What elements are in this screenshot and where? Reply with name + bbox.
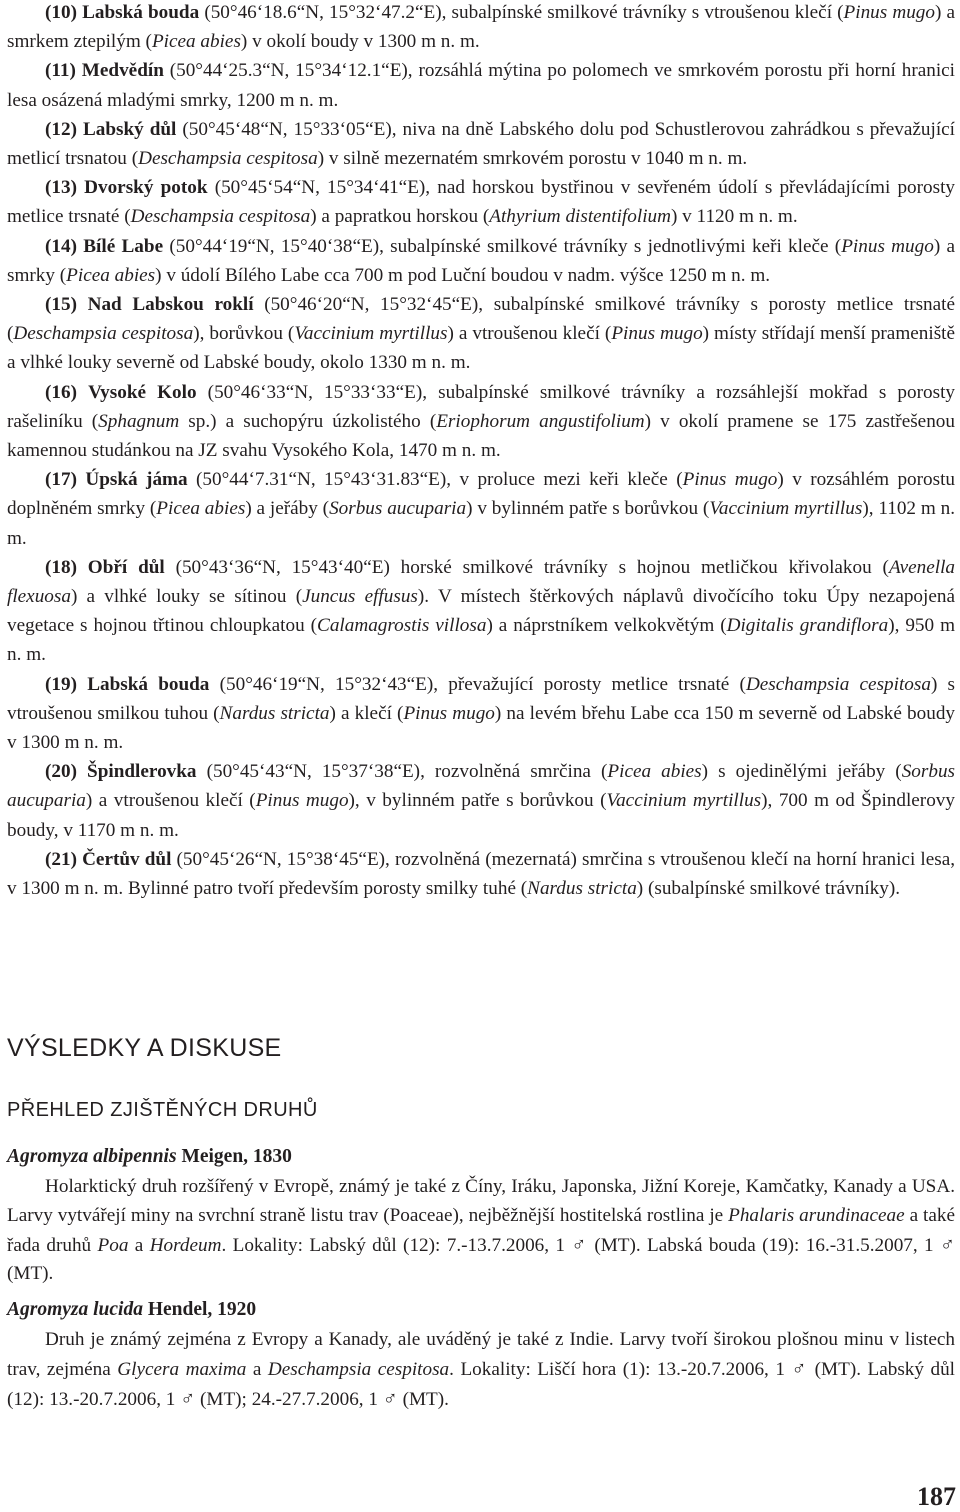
section-title: VÝSLEDKY A DISKUSE: [7, 1034, 282, 1062]
species-name: Sphagnum: [98, 410, 180, 432]
species-name: Juncus effusus: [302, 586, 418, 608]
locality-text: ) v okolí pramene se 175 zastřešenou kamennou studánkou na JZ svahu Vysokého Kola, 1470 m n. m.: [7, 410, 955, 462]
locality-text: ) s ojedinělými jeřáby (: [701, 761, 902, 783]
species-text: (MT).: [397, 1388, 449, 1410]
male-symbol-icon: ♂: [571, 1233, 588, 1256]
locality-number: (14): [45, 235, 77, 257]
species-name: Pinus mugo: [611, 323, 703, 345]
locality-text: (50°45‘43“N, 15°37‘38“E), rozvolněná smrčina (: [196, 761, 608, 783]
species-name: Sorbus aucuparia: [7, 761, 956, 812]
locality-text: ), 1102 m n. m.: [7, 498, 955, 549]
species-name: Deschampsia cespitosa: [745, 673, 931, 695]
species-text: a také řada druhů: [7, 1204, 955, 1256]
locality-name: Bílé Labe: [83, 235, 164, 257]
locality-name: Vysoké Kolo: [88, 381, 197, 403]
species-name: Glycera maxima: [117, 1358, 247, 1380]
species-text: Druh je známý zejména z Evropy a Kanady, ale uváděný je také z Indie. Larvy tvoří širokou plošnou minu v listech trav, zejména: [7, 1329, 955, 1380]
locality-text: ) (subalpínské smilkové trávníky).: [636, 878, 901, 900]
locality-18: [7, 553, 955, 670]
species-name: Phalaris arundinaceae: [728, 1204, 905, 1226]
locality-name: Obří důl: [87, 556, 165, 578]
locality-number: (11): [45, 60, 76, 82]
locality-text: (50°46‘19“N, 15°32‘43“E), převažující porosty metlice trsnaté (: [209, 673, 746, 695]
species-name: Calamagrostis villosa: [317, 615, 487, 637]
species-text: . Lokality: Labský důl (12): 7.-13.7.2006, 1: [221, 1234, 572, 1256]
locality-12: [7, 115, 955, 173]
species-name: Nardus stricta: [219, 702, 330, 724]
species-name: Pinus mugo: [682, 469, 778, 491]
locality-text: ) a klečí (: [329, 702, 404, 724]
locality-text: ) v údolí Bílého Labe cca 700 m pod Luční boudou v nadm. výšce 1250 m n. m.: [155, 264, 771, 286]
species-name: Deschampsia cespitosa: [13, 323, 194, 345]
locality-text: ) na levém břehu Labe cca 150 m severně od Labské boudy v 1300 m n. m.: [7, 702, 956, 754]
locality-name: Dvorský potok: [84, 177, 208, 199]
locality-name: Čertův důl: [82, 848, 172, 870]
locality-name: Úpská jáma: [85, 469, 188, 491]
locality-name: Špindlerovka: [87, 761, 197, 783]
locality-11: [7, 56, 955, 114]
male-symbol-icon: ♂: [180, 1387, 196, 1410]
locality-21: [7, 845, 955, 903]
species-text: a: [246, 1358, 268, 1380]
species-text: (MT).: [7, 1263, 54, 1285]
locality-text: (50°46‘33“N, 15°33‘33“E), subalpínské smilkové trávníky a rozsáhlejší mokřad s porosty rašeliníku (: [7, 381, 955, 432]
species-name: Picea abies: [607, 761, 702, 783]
species-name: Eriophorum angustifolium: [436, 410, 645, 432]
locality-text: (50°45‘54“N, 15°34‘41“E), nad horskou bystřinou v sevřeném údolí s převládajícími porosty metlice trsnaté (: [7, 177, 956, 228]
locality-number: (20): [45, 761, 77, 783]
species-name: Pinus mugo: [841, 235, 934, 257]
species-name: Picea abies: [151, 31, 241, 53]
species-text: (MT). Labská bouda (19): 16.-31.5.2007, 1: [587, 1234, 940, 1256]
locality-text: ). V místech štěrkových náplavů divočícího toku Úpy nezapojená vegetace s hojnou třtinou chloupkatou (: [7, 586, 955, 637]
locality-number: (15): [45, 294, 77, 316]
species-description: [7, 1326, 955, 1414]
species-heading: [7, 1296, 955, 1324]
species-author: Hendel, 1920: [142, 1299, 257, 1320]
locality-text: (50°45‘48“N, 15°33‘05“E), niva na dně Labského dolu pod Schustlerovou zahrádkou s převažující metlicí trsnatou (: [7, 118, 956, 170]
locality-number: (16): [45, 381, 77, 403]
locality-10: [7, 0, 955, 56]
locality-number: (12): [45, 118, 77, 140]
locality-text: ), 950 m n. m.: [7, 615, 955, 666]
species-text: (MT). Labský důl (12): 13.-20.7.2006, 1: [7, 1358, 956, 1410]
male-symbol-icon: ♂: [940, 1233, 955, 1256]
locality-name: Nad Labskou roklí: [87, 294, 254, 316]
locality-number: (13): [45, 177, 77, 199]
locality-text: (50°46‘18.6“N, 15°32‘47.2“E), subalpínské smilkové trávníky s vtroušenou klečí (: [199, 2, 844, 23]
species-title: Agromyza lucida: [7, 1299, 143, 1320]
locality-text: ) v bylinném patře s borůvkou (: [466, 498, 710, 520]
species-name: Nardus stricta: [527, 878, 637, 900]
species-name: Athyrium distentifolium: [489, 206, 671, 228]
locality-text: ) a vtroušenou klečí (: [447, 323, 612, 345]
locality-name: Labská bouda: [82, 2, 200, 23]
species-heading: [7, 1143, 955, 1171]
locality-text: ) v okolí boudy v 1300 m n. m.: [240, 31, 480, 53]
locality-text: ) s vtroušenou smilkou tuhou (: [7, 673, 956, 724]
species-name: Vaccinium myrtillus: [709, 498, 863, 520]
locality-text: ) a náprstníkem velkokvětým (: [486, 615, 727, 637]
species-text: (MT); 24.-27.7.2006, 1: [195, 1388, 383, 1410]
locality-number: (21): [45, 848, 77, 870]
species-name: Sorbus aucuparia: [329, 498, 467, 520]
species-entry: [7, 1143, 955, 1289]
locality-15: [7, 290, 955, 378]
locality-text: ) v silně mezernatém smrkovém porostu v 1040 m n. m.: [317, 148, 748, 170]
locality-text: (50°44‘19“N, 15°40‘38“E), subalpínské smilkové trávníky s jednotlivými keři kleče (: [163, 235, 842, 257]
species-name: Hordeum: [149, 1234, 222, 1256]
locality-number: (18): [45, 556, 77, 578]
locality-text: ) a vlhké louky se sítinou (: [70, 586, 303, 608]
species-name: Pinus mugo: [255, 790, 349, 812]
locality-text: ) a smrkem ztepilým (: [7, 2, 956, 53]
species-description: [7, 1173, 955, 1289]
species-name: Pinus mugo: [843, 2, 935, 23]
species-name: Deschampsia cespitosa: [130, 206, 311, 228]
species-name: Digitalis grandiflora: [726, 615, 889, 637]
locality-text: (50°43‘36“N, 15°43‘40“E) horské smilkové trávníky s hojnou metličkou křivolakou (: [164, 556, 889, 578]
species-name: Pinus mugo: [403, 702, 495, 724]
locality-number: (17): [45, 469, 77, 491]
locality-list: [7, 0, 955, 903]
locality-text: (50°46‘20“N, 15°32‘45“E), subalpínské smilkové trávníky s porosty metlice trsnaté (: [7, 294, 956, 345]
locality-text: ) v rozsáhlém porostu doplněném smrky (: [7, 469, 956, 520]
species-name: Deschampsia cespitosa: [267, 1358, 450, 1380]
locality-16: [7, 378, 955, 466]
species-name: Deschampsia cespitosa: [138, 148, 318, 170]
species-name: Vaccinium myrtillus: [606, 790, 762, 812]
locality-name: Labská bouda: [87, 673, 210, 695]
subsection-title: PŘEHLED ZJIŠTĚNÝCH DRUHŮ: [7, 1099, 318, 1121]
locality-name: Labský důl: [82, 118, 177, 140]
species-name: Picea abies: [66, 264, 156, 286]
locality-text: ) a papratkou horskou (: [310, 206, 490, 228]
species-name: Picea abies: [156, 498, 246, 520]
species-name: Avenella flexuosa: [7, 556, 955, 608]
locality-19: [7, 670, 955, 758]
locality-number: (19): [45, 673, 77, 695]
species-text: a: [128, 1234, 150, 1256]
locality-text: sp.) a suchopýru úzkolistého (: [179, 410, 437, 432]
locality-17: [7, 465, 955, 553]
locality-13: [7, 173, 955, 231]
locality-text: ) místy střídají menší prameniště a vlhké louky severně od Labské boudy, okolo 1330 m n. m.: [7, 323, 956, 374]
locality-text: ), 700 m od Špindlerovy boudy, v 1170 m n. m.: [7, 790, 955, 841]
species-title: Agromyza albipennis: [7, 1146, 177, 1167]
species-name: Vaccinium myrtillus: [294, 323, 448, 345]
locality-number: (10): [45, 2, 77, 23]
locality-text: (50°44‘7.31“N, 15°43‘31.83“E), v proluce mezi keři kleče (: [187, 469, 683, 491]
species-name: Poa: [97, 1234, 129, 1256]
male-symbol-icon: ♂: [382, 1387, 398, 1410]
page-number: 187: [917, 1482, 956, 1511]
locality-text: ), v bylinném patře s borůvkou (: [348, 790, 607, 812]
locality-text: ) a smrky (: [7, 235, 956, 286]
locality-14: [7, 232, 955, 290]
species-entry: [7, 1296, 955, 1414]
locality-text: (50°45‘26“N, 15°38‘45“E), rozvolněná (mezernatá) smrčina s vtroušenou klečí na horní hranici lesa, v 1300 m n. m. Bylinné patro tvoří především porosty smilky tuhé (: [7, 848, 956, 900]
locality-text: ) a jeřáby (: [245, 498, 330, 520]
species-author: Meigen, 1830: [176, 1146, 292, 1167]
locality-text: ) a vtroušenou klečí (: [85, 790, 256, 812]
locality-text: (50°44‘25.3“N, 15°34‘12.1“E), rozsáhlá mýtina po polomech ve smrkovém porostu při horní hranici lesa osázená mladými smrky, 1200 m n. m.: [7, 60, 956, 111]
species-text: . Lokality: Liščí hora (1): 13.-20.7.2006, 1: [449, 1358, 792, 1380]
locality-text: ) v 1120 m n. m.: [670, 206, 798, 228]
locality-name: Medvědín: [81, 60, 164, 82]
male-symbol-icon: ♂: [791, 1357, 809, 1380]
species-text: Holarktický druh rozšířený v Evropě, známý je také z Číny, Iráku, Japonska, Jižní Koreje, Kamčatky, Kanady a USA. Larvy vytvářejí miny na svrchní straně listu trav (Poaceae), nejběžnější hostitelská rostlina je: [7, 1176, 955, 1226]
locality-text: ), borůvkou (: [193, 323, 295, 345]
locality-20: [7, 757, 955, 845]
